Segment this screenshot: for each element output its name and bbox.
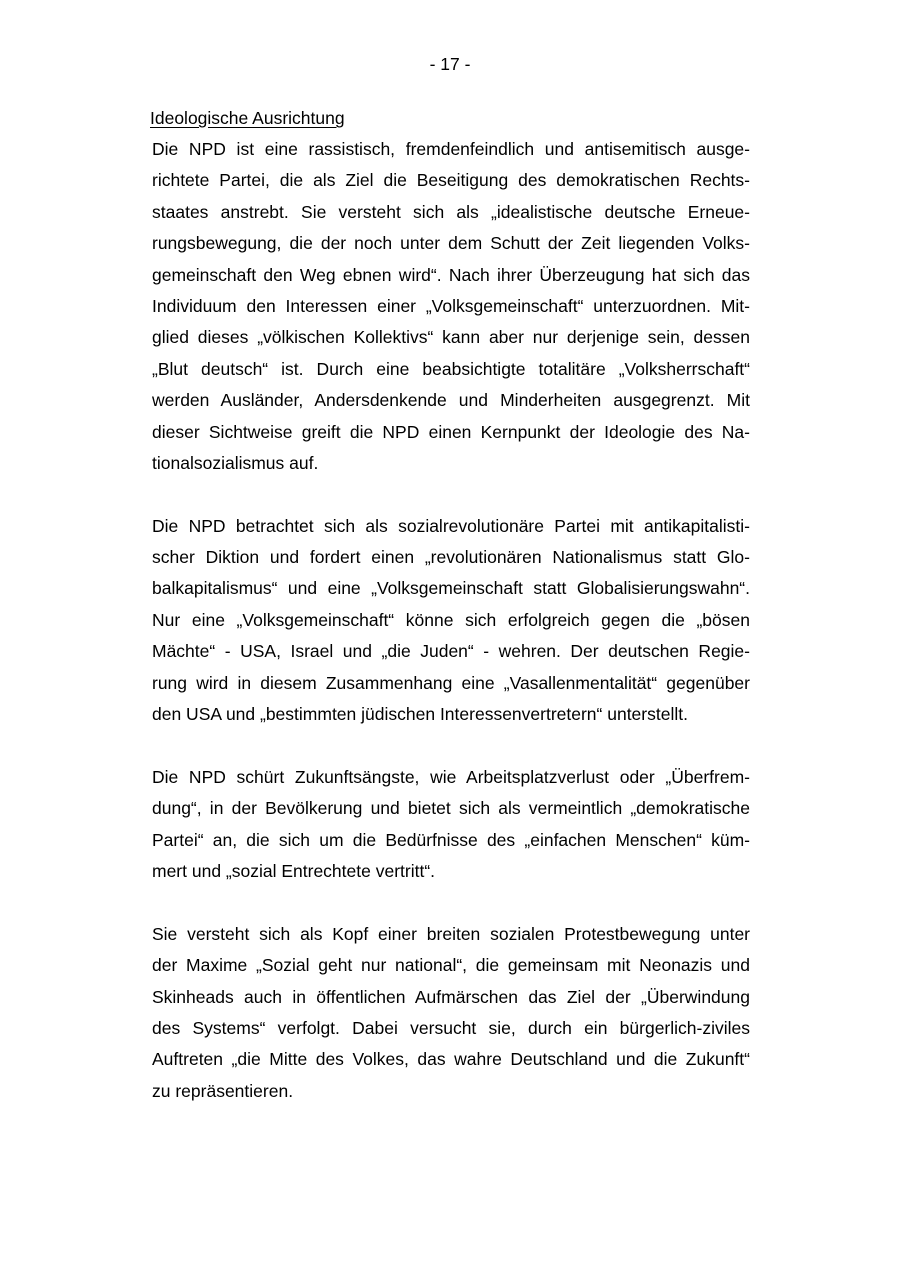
text-line: Nur eine „Volksgemeinschaft“ könne sich erfolgreich gegen die „bösen bbox=[152, 609, 750, 630]
text-line: richtete Partei, die als Ziel die Beseitigung des demokratischen Rechts- bbox=[152, 170, 750, 191]
text-line: rungsbewegung, die der noch unter dem Schutt der Zeit liegenden Volks- bbox=[152, 233, 750, 254]
text-line: Individuum den Interessen einer „Volksgemeinschaft“ unterzuordnen. Mit- bbox=[152, 295, 750, 316]
text-line: mert und „sozial Entrechtete vertritt“. bbox=[152, 860, 436, 881]
text-line: tionalsozialismus auf. bbox=[152, 452, 319, 473]
text-line: glied dieses „völkischen Kollektivs“ kann aber nur derjenige sein, dessen bbox=[152, 327, 750, 348]
text-line: der Maxime „Sozial geht nur national“, die gemeinsam mit Neonazis und bbox=[152, 955, 750, 976]
text-line: den USA und „bestimmten jüdischen Interessenvertretern“ unterstellt. bbox=[152, 704, 688, 725]
text-line: Skinheads auch in öffentlichen Aufmärschen das Ziel der „Überwindung bbox=[152, 986, 750, 1007]
text-line: Sie versteht sich als Kopf einer breiten sozialen Protestbewegung unter bbox=[152, 923, 750, 944]
page-number: - 17 - bbox=[429, 54, 471, 74]
text-line: zu repräsentieren. bbox=[152, 1080, 294, 1101]
section-heading: Ideologische Ausrichtung bbox=[150, 108, 345, 128]
paragraph-ideology bbox=[152, 134, 750, 479]
text-line: Die NPD ist eine rassistisch, fremdenfeindlich und antisemitisch ausge- bbox=[152, 139, 750, 159]
text-line: Die NPD betrachtet sich als sozialrevolutionäre Partei mit antikapitalisti- bbox=[152, 515, 750, 536]
paragraph-protest-movement bbox=[152, 919, 750, 1107]
text-line: scher Diktion und fordert einen „revolutionären Nationalismus statt Glo- bbox=[152, 547, 750, 568]
text-line: Partei“ an, die sich um die Bedürfnisse des „einfachen Menschen“ küm- bbox=[152, 829, 750, 850]
body-text bbox=[152, 134, 750, 1107]
text-line: dung“, in der Bevölkerung und bietet sich als vermeintlich „demokratische bbox=[152, 798, 750, 819]
text-line: Auftreten „die Mitte des Volkes, das wahre Deutschland und die Zukunft“ bbox=[152, 1049, 750, 1070]
text-line: dieser Sichtweise greift die NPD einen Kernpunkt der Ideologie des Na- bbox=[152, 421, 750, 442]
text-line: staates anstrebt. Sie versteht sich als „idealistische deutsche Erneue- bbox=[152, 201, 750, 222]
text-line: des Systems“ verfolgt. Dabei versucht sie, durch ein bürgerlich-ziviles bbox=[152, 1017, 750, 1038]
paragraph-socialrevolutionary bbox=[152, 511, 750, 731]
text-line: Mächte“ - USA, Israel und „die Juden“ - wehren. Der deutschen Regie- bbox=[152, 641, 750, 662]
text-line: Die NPD schürt Zukunftsängste, wie Arbeitsplatzverlust oder „Überfrem- bbox=[152, 766, 750, 787]
text-line: „Blut deutsch“ ist. Durch eine beabsichtigte totalitäre „Volksherrschaft“ bbox=[152, 358, 750, 379]
text-line: rung wird in diesem Zusammenhang eine „Vasallenmentalität“ gegenüber bbox=[152, 672, 750, 693]
text-line: werden Ausländer, Andersdenkende und Minderheiten ausgegrenzt. Mit bbox=[152, 390, 750, 411]
text-line: gemeinschaft den Weg ebnen wird“. Nach ihrer Überzeugung hat sich das bbox=[152, 264, 750, 285]
text-line: balkapitalismus“ und eine „Volksgemeinschaft statt Globalisierungswahn“. bbox=[152, 578, 750, 599]
paragraph-fears bbox=[152, 762, 750, 888]
